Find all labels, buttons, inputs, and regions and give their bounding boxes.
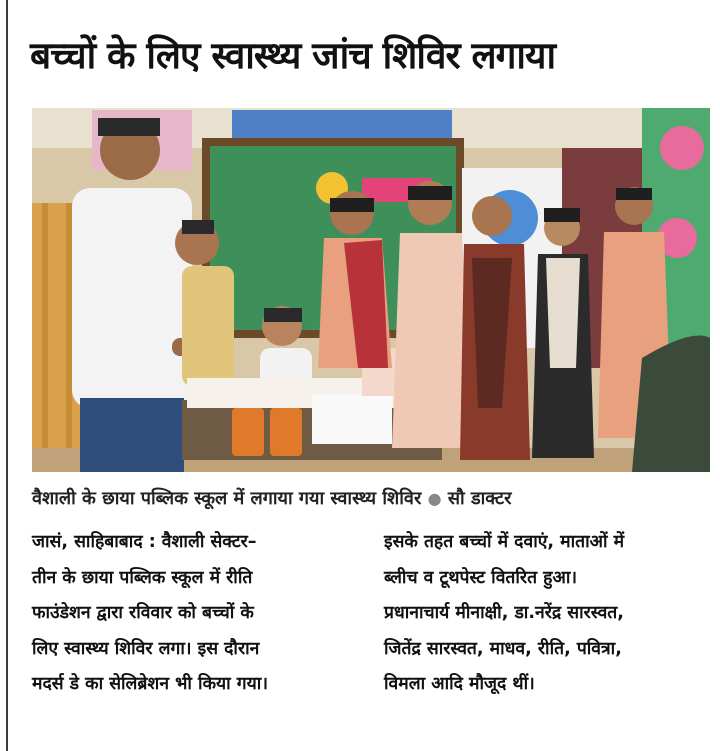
- body-line: प्रधानाचार्य मीनाक्षी, डा.नरेंद्र सारस्वत,: [384, 603, 624, 623]
- body-line: विमला आदि मौजूद थीं।: [384, 674, 535, 694]
- article-body-left: [32, 525, 362, 703]
- body-line: मदर्स डे का सेलिब्रेशन भी किया गया।: [32, 674, 268, 694]
- body-line: लिए स्वास्थ्य शिविर लगा। इस दौरान: [32, 638, 260, 659]
- caption-text: वैशाली के छाया पब्लिक स्कूल में लगाया गया स्वास्थ्य शिविर: [32, 488, 422, 509]
- article-photo: [32, 108, 710, 472]
- photo-illustration: [32, 108, 710, 472]
- caption-source: सौ डाक्टर: [447, 488, 512, 509]
- body-line: तीन के छाया पब्लिक स्कूल में रीति: [32, 567, 253, 588]
- body-line: फाउंडेशन द्वारा रविवार को बच्चों के: [32, 603, 254, 623]
- column-rule: [6, 0, 8, 751]
- article-body-right: [384, 525, 714, 703]
- photo-caption: [32, 484, 710, 514]
- body-line: जासं, साहिबाबाद : वैशाली सेक्टर–: [32, 532, 257, 552]
- article-headline: बच्चों के लिए स्वास्थ्य जांच शिविर लगाया: [30, 34, 556, 77]
- body-line: इसके तहत बच्चों में दवाएं, माताओं में: [384, 532, 625, 552]
- body-line: ब्लीच व टूथपेस्ट वितरित हुआ।: [384, 567, 577, 588]
- bullet-icon: ●: [427, 489, 442, 508]
- body-line: जितेंद्र सारस्वत, माधव, रीति, पवित्रा,: [384, 638, 622, 659]
